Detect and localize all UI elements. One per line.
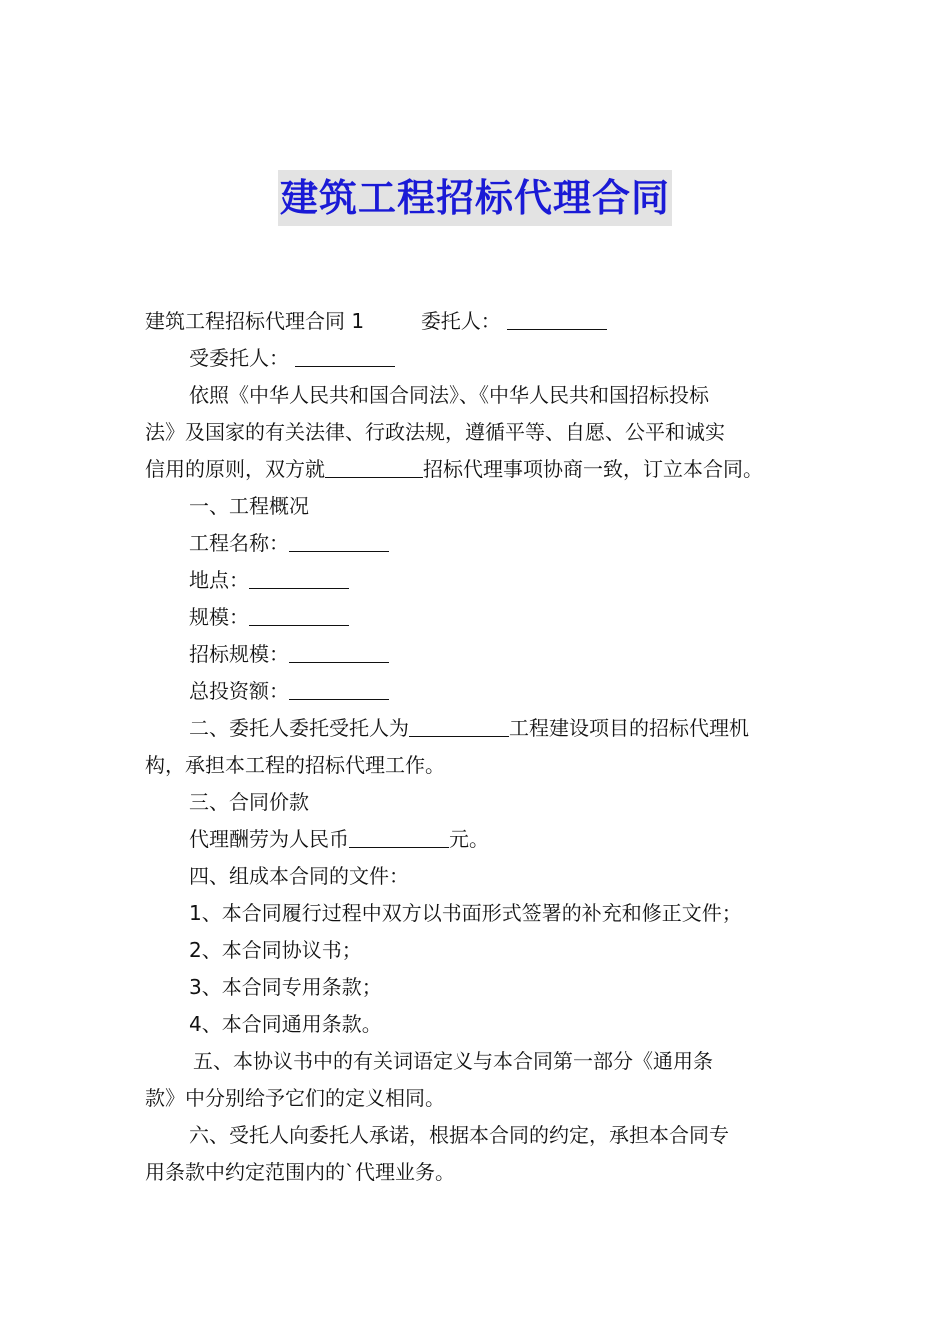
fee-unit: 元。 (449, 827, 489, 851)
section-3-heading: 三、合同价款 (189, 790, 309, 814)
project-blank (409, 714, 509, 737)
list-text: 、本合同专用条款； (201, 975, 382, 999)
list-text: 、本合同通用条款。 (201, 1012, 382, 1036)
section-1-heading: 一、工程概况 (189, 494, 309, 518)
section-heading (145, 784, 815, 821)
title-container (0, 170, 950, 226)
paragraph-line (145, 1154, 815, 1191)
preamble-text: 依照《中华人民共和国合同法》、《中华人民共和国招标投标 (189, 383, 709, 407)
scale-blank (249, 603, 349, 626)
list-number: 1 (189, 901, 202, 925)
paragraph-line (145, 747, 815, 784)
list-item (145, 969, 815, 1006)
project-name-blank (289, 529, 389, 552)
fee-label: 代理酬劳为人民币 (189, 827, 349, 851)
client-label: 委托人： (420, 309, 501, 333)
location-label: 地点： (189, 568, 249, 592)
list-number: 3 (189, 975, 202, 999)
paragraph-line (145, 636, 815, 673)
section-heading (145, 488, 815, 525)
document-title: 建筑工程招标代理合同 (278, 170, 672, 226)
section-6-text: 六、受托人向委托人承诺，根据本合同的约定，承担本合同专 (189, 1123, 729, 1147)
paragraph-line (145, 1117, 815, 1154)
tender-scale-blank (289, 640, 389, 663)
section-6-text: 用条款中约定范围内的`代理业务。 (145, 1160, 455, 1184)
paragraph-line (145, 303, 815, 340)
document-body (145, 303, 815, 1191)
paragraph-line (145, 414, 815, 451)
paragraph-line (145, 451, 815, 488)
list-number: 2 (189, 938, 202, 962)
section-5-text: 五、本协议书中的有关词语定义与本合同第一部分《通用条 (193, 1049, 713, 1073)
paragraph-line (145, 673, 815, 710)
section-5-text: 款》中分别给予它们的定义相同。 (145, 1086, 445, 1110)
contract-name: 建筑工程招标代理合同 (145, 309, 345, 333)
section-2-text: 构，承担本工程的招标代理工作。 (145, 753, 445, 777)
paragraph-line (145, 599, 815, 636)
list-text: 、本合同履行过程中双方以书面形式签署的补充和修正文件； (201, 901, 742, 925)
list-item (145, 1006, 815, 1043)
agent-blank (295, 344, 395, 367)
tender-scale-label: 招标规模： (189, 642, 289, 666)
investment-label: 总投资额： (189, 679, 289, 703)
project-name-label: 工程名称： (189, 531, 289, 555)
section-2-text: 工程建设项目的招标代理机 (509, 716, 749, 740)
preamble-text: 法》及国家的有关法律、行政法规，遵循平等、自愿、公平和诚实 (145, 420, 725, 444)
paragraph-line (145, 340, 815, 377)
list-item (145, 895, 815, 932)
preamble-text: 招标代理事项协商一致，订立本合同。 (423, 457, 763, 481)
section-4-heading: 四、组成本合同的文件： (189, 864, 409, 888)
list-text: 、本合同协议书； (201, 938, 362, 962)
paragraph-line (145, 821, 815, 858)
scale-label: 规模： (189, 605, 249, 629)
paragraph-line (145, 377, 815, 414)
list-item (145, 932, 815, 969)
paragraph-line (145, 1080, 815, 1117)
section-heading (145, 858, 815, 895)
paragraph-line (145, 710, 815, 747)
matter-blank (325, 455, 423, 478)
paragraph-line (145, 525, 815, 562)
preamble-text: 信用的原则，双方就 (145, 457, 325, 481)
location-blank (249, 566, 349, 589)
investment-blank (289, 677, 389, 700)
section-2-text: 二、委托人委托受托人为 (189, 716, 409, 740)
paragraph-line (145, 562, 815, 599)
agent-label: 受委托人： (189, 346, 289, 370)
contract-number: 1 (351, 309, 365, 333)
paragraph-line (145, 1043, 815, 1080)
list-number: 4 (189, 1012, 202, 1036)
client-blank (507, 307, 607, 330)
fee-blank (349, 825, 449, 848)
